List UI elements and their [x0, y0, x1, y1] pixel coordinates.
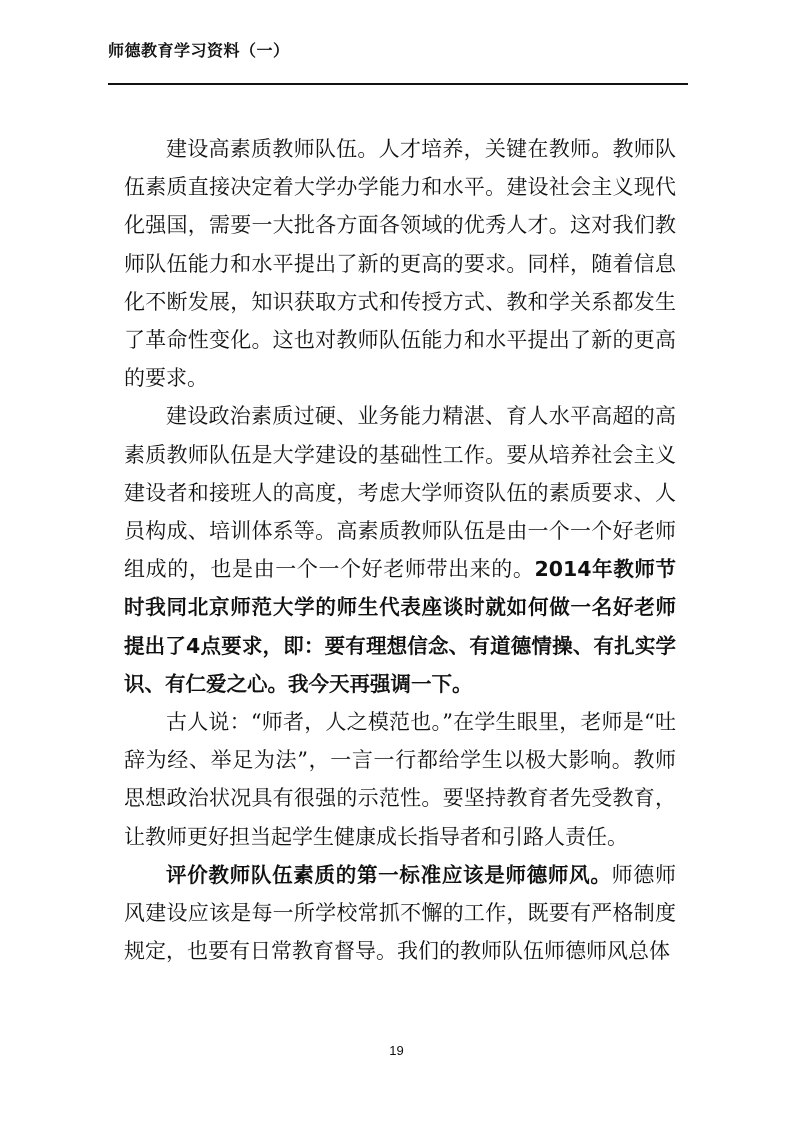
- running-header: 师德教育学习资料（一）: [108, 41, 290, 60]
- paragraph-text: 建设高素质教师队伍。人才培养，关键在教师。教师队伍素质直接决定着大学办学能力和水平。建设社会主义现代化强国，需要一大批各方面各领域的优秀人才。这对我们教师队伍能力和水平提出了新的更高的要求。同样，随着信息化不断发展，知识获取方式和传授方式、教和学关系都发生了革命性变化。这也对教师队伍能力和水平提出了新的更高的要求。: [124, 137, 676, 391]
- body-text: [124, 130, 676, 970]
- paragraph-text: 师德师风建设应该是每一所学校常抓不懈的工作，既要有严格制度规定，也要有日常教育督导。我们的教师队伍师德师风总体: [124, 862, 677, 964]
- paragraph-ethics: [124, 856, 676, 971]
- paragraph-teacher-quality: [124, 130, 676, 397]
- header-divider: [108, 83, 688, 85]
- paragraph-ancient-saying: [124, 703, 676, 856]
- paragraph-emphasis: 评价教师队伍素质的第一标准应该是师德师风。: [166, 862, 612, 887]
- paragraph-text: 古人说：“师者，人之模范也。”在学生眼里，老师是“吐辞为经、举足为法”，一言一行都给学生以极大影响。教师思想政治状况具有很强的示范性。要坚持教育者先受教育，让教师更好担当起学生健康成长指导者和引路人责任。: [124, 710, 676, 849]
- page-number: 19: [389, 1043, 404, 1058]
- paragraph-text: 建设政治素质过硬、业务能力精湛、育人水平高超的高素质教师队伍是大学建设的基础性工作。要从培养社会主义建设者和接班人的高度，考虑大学师资队伍的素质要求、人员构成、培训体系等。高素质教师队伍是由一个一个好老师组成的，也是由一个一个好老师带出来的。: [124, 404, 676, 582]
- paragraph-emphasis: 2014年教师节时我同北京师范大学的师生代表座谈时就如何做一名好老师提出了4点要求，即：要有理想信念、有道德情操、有扎实学识、有仁爱之心。我今天再强调一下。: [124, 557, 676, 696]
- paragraph-team-building: [124, 397, 676, 703]
